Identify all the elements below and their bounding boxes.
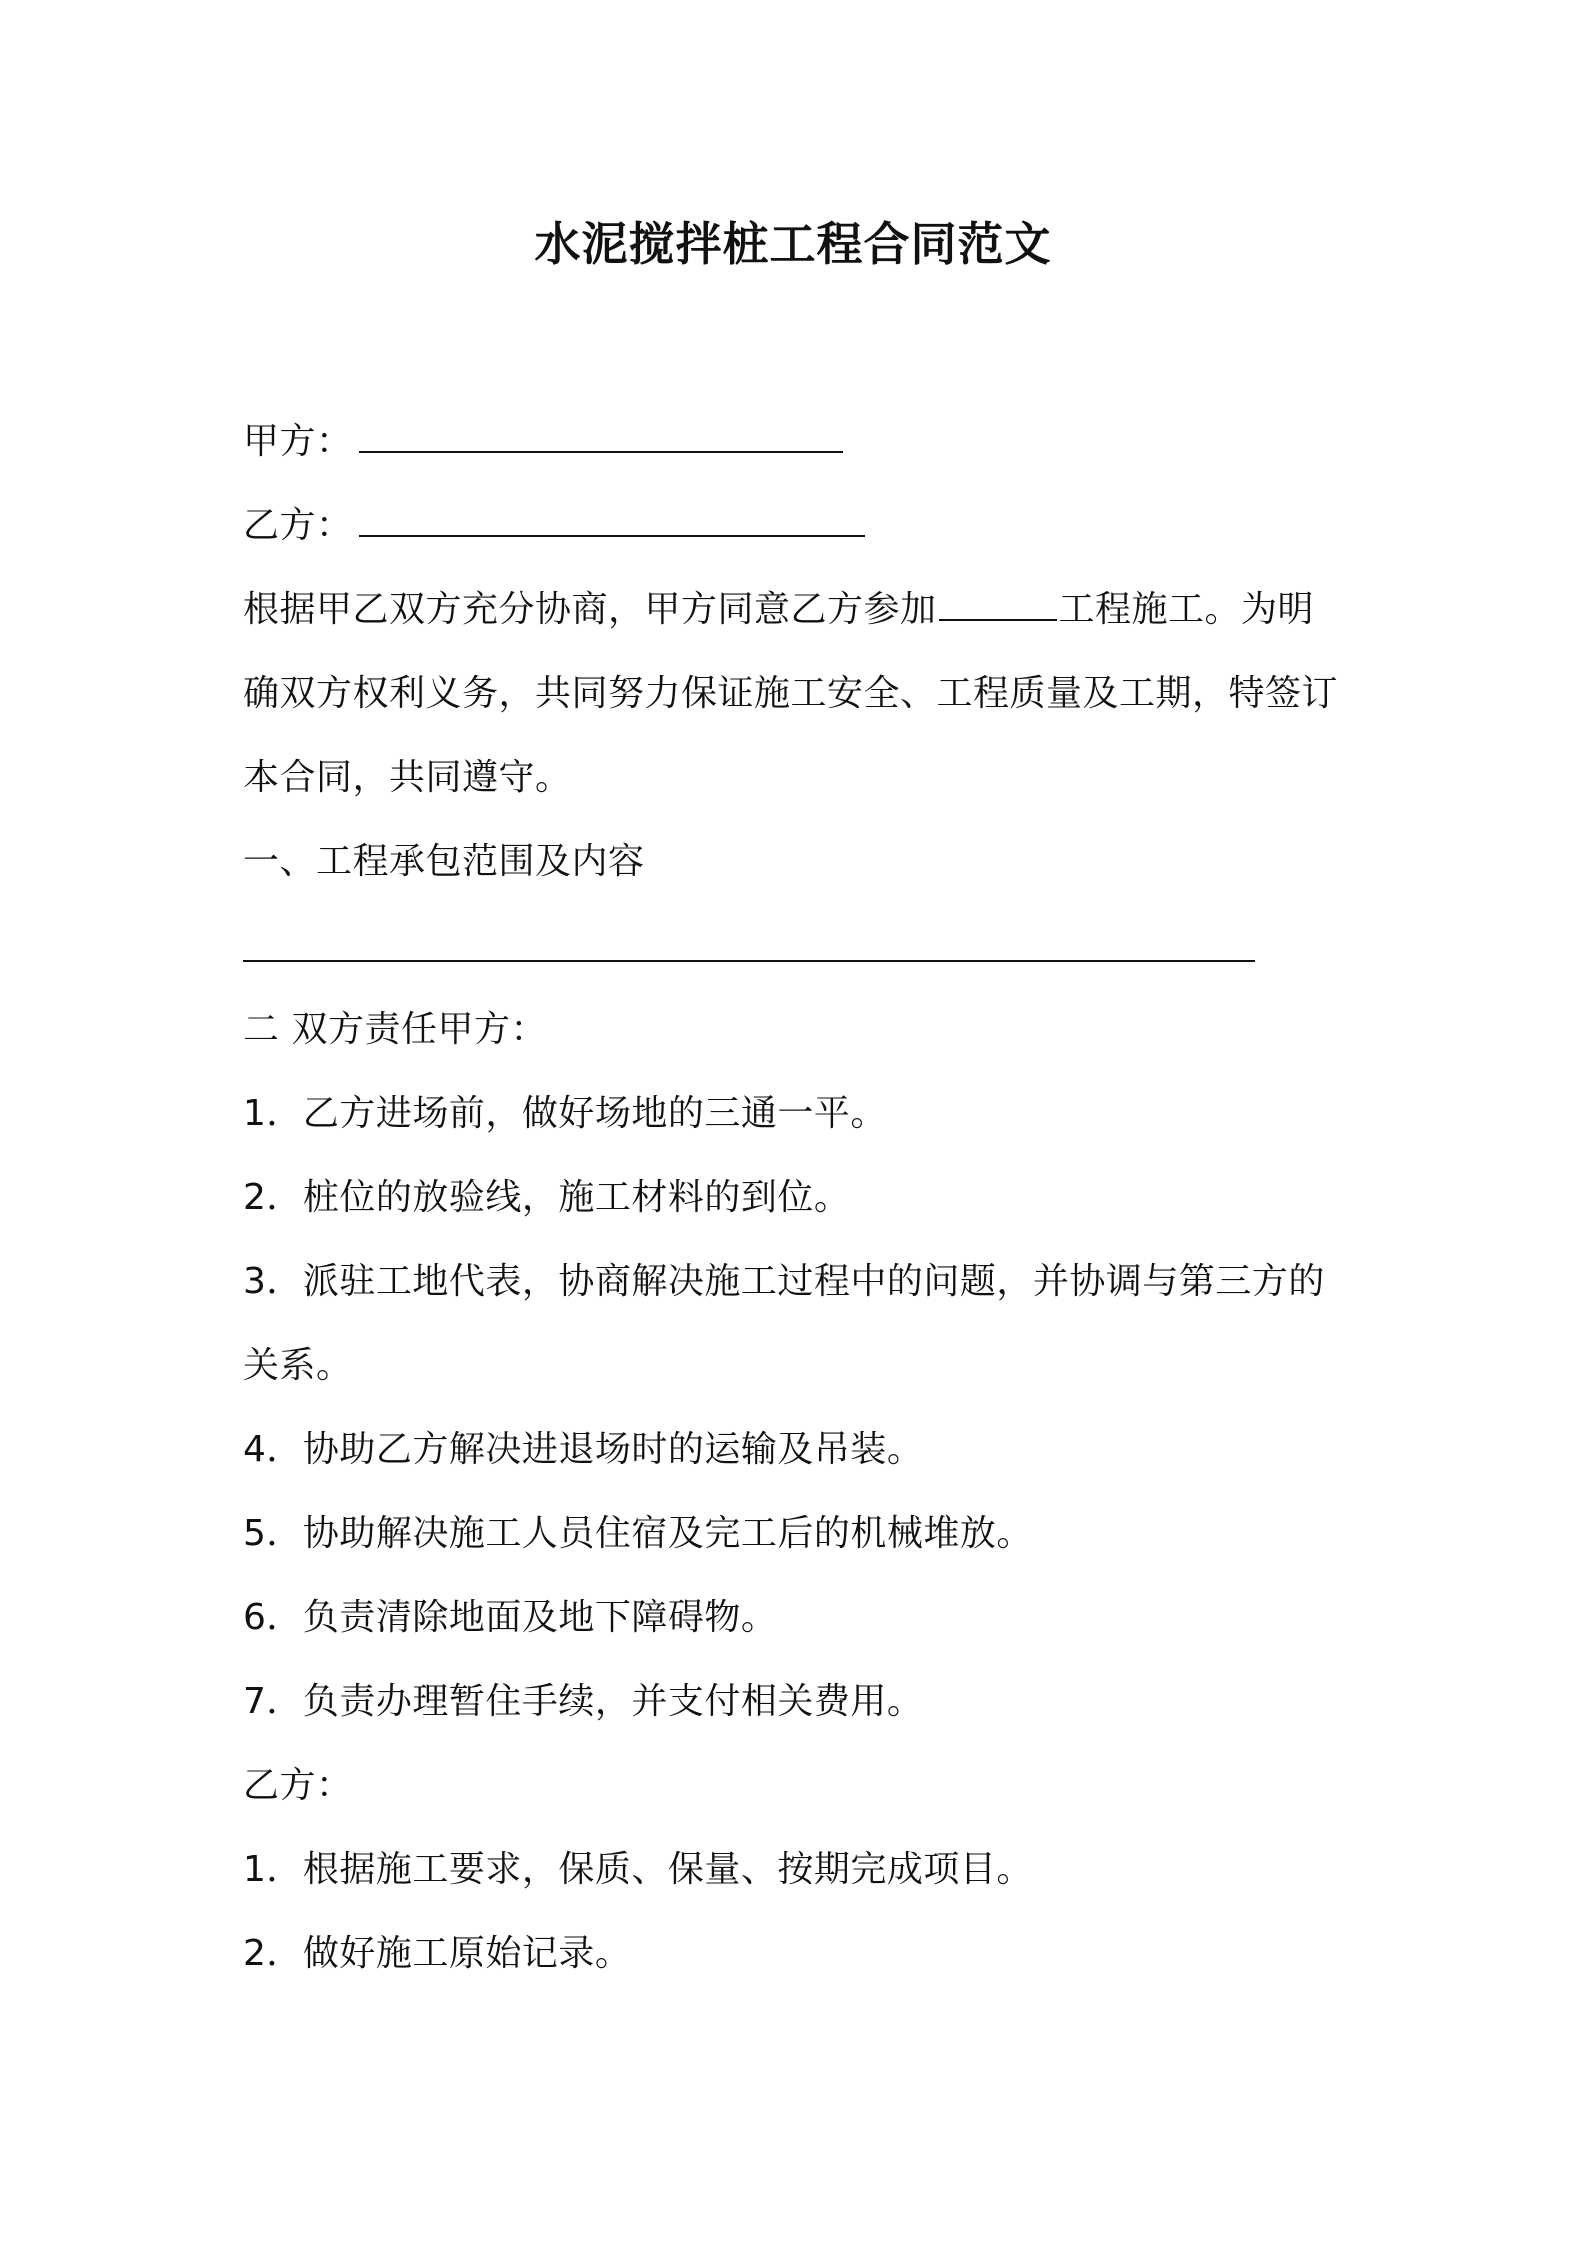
intro-line-3: 本合同，共同遵守。 <box>243 757 572 798</box>
party-a-duty-5: 5．协助解决施工人员住宿及完工后的机械堆放。 <box>243 1513 1033 1554</box>
party-a-duty-3: 3．派驻工地代表，协商解决施工过程中的问题，并协调与第三方的 <box>243 1261 1325 1302</box>
party-a-blank <box>359 421 843 453</box>
intro-text-b: 工程施工。为明 <box>1058 589 1315 630</box>
party-b-duty-2: 2．做好施工原始记录。 <box>243 1933 632 1974</box>
party-b-blank <box>359 505 865 537</box>
intro-line-2: 确双方权利义务，共同努力保证施工安全、工程质量及工期，特签订 <box>243 673 1339 714</box>
document-title: 水泥搅拌桩工程合同范文 <box>534 217 1052 271</box>
document-body <box>243 400 1363 1996</box>
party-a-duty-4: 4．协助乙方解决进退场时的运输及吊装。 <box>243 1429 924 1470</box>
scope-blank-row <box>243 904 1363 988</box>
project-name-blank <box>939 589 1057 621</box>
party-a-label: 甲方： <box>243 421 353 462</box>
intro-line-1 <box>243 568 1363 652</box>
section-1-heading: 一、工程承包范围及内容 <box>243 841 645 882</box>
party-a-duty-3-cont: 关系。 <box>243 1345 353 1386</box>
party-a-duty-6: 6．负责清除地面及地下障碍物。 <box>243 1597 778 1638</box>
party-b-heading: 乙方： <box>243 1765 353 1806</box>
scope-blank-rule <box>243 960 1255 962</box>
party-b-label: 乙方： <box>243 505 353 546</box>
section-2-heading: 二 双方责任甲方： <box>243 1009 547 1050</box>
party-a-duty-7: 7．负责办理暂住手续，并支付相关费用。 <box>243 1681 924 1722</box>
party-a-line <box>243 400 1363 484</box>
party-b-line <box>243 484 1363 568</box>
party-a-duty-2: 2．桩位的放验线，施工材料的到位。 <box>243 1177 851 1218</box>
party-b-duty-1: 1．根据施工要求，保质、保量、按期完成项目。 <box>243 1849 1033 1890</box>
intro-text-a: 根据甲乙双方充分协商，甲方同意乙方参加 <box>243 589 937 630</box>
party-a-duty-1: 1．乙方进场前，做好场地的三通一平。 <box>243 1093 887 1134</box>
